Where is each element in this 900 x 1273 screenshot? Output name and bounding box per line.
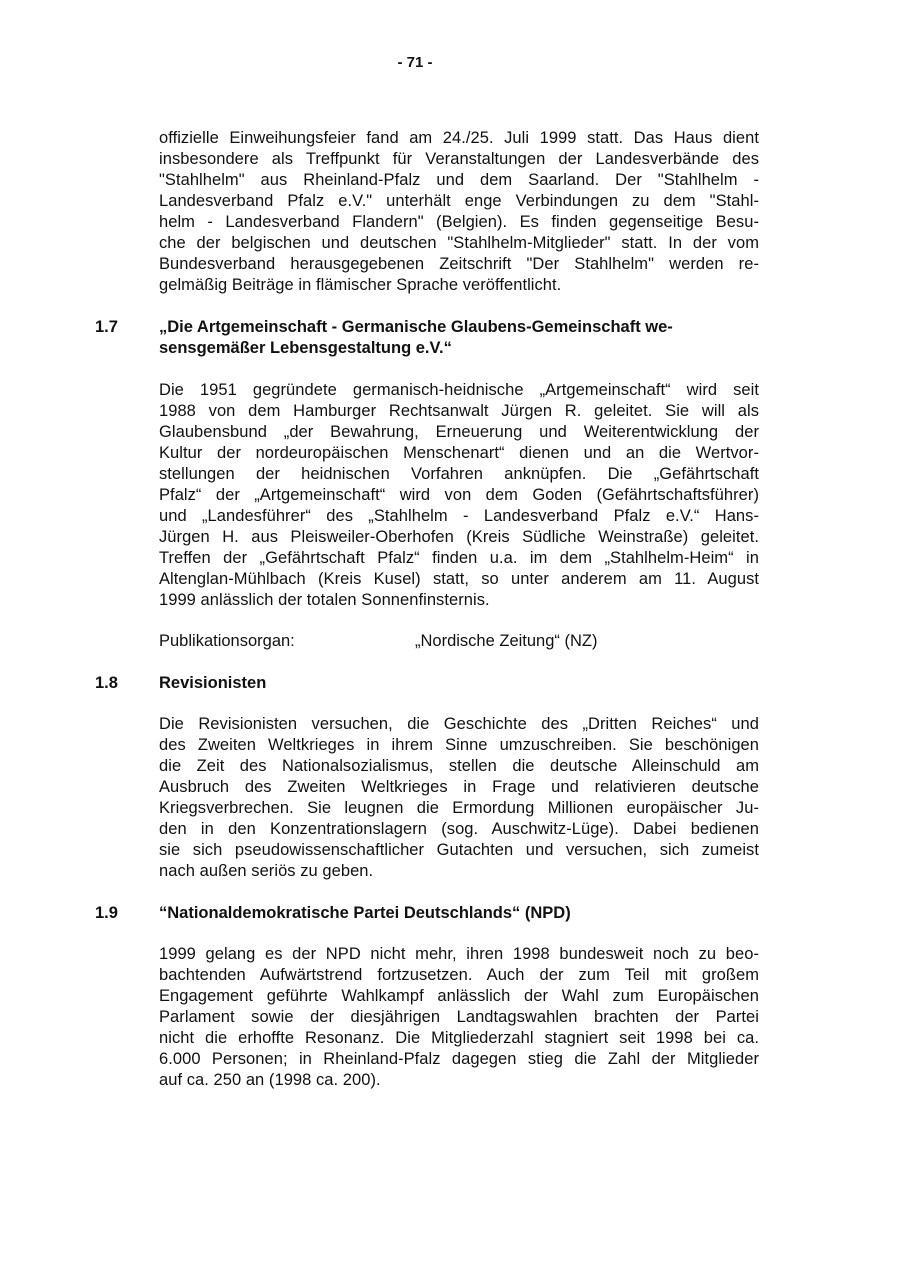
- text-line: Ausbruch des Zweiten Weltkrieges in Frage und relativieren deutsche: [159, 778, 759, 796]
- text-line: bachtenden Aufwärtstrend fortzusetzen. Auch der zum Teil mit großem: [159, 966, 759, 984]
- text-line: Kultur der nordeuropäischen Menschenart“ dienen und an die Wertvor-: [159, 444, 759, 462]
- publication-label: Publikationsorgan:: [159, 632, 295, 650]
- text-line: und „Landesführer“ des „Stahlhelm - Landesverband Pfalz e.V.“ Hans-: [159, 507, 759, 525]
- text-line: 1999 anlässlich der totalen Sonnenfinsternis.: [159, 591, 490, 609]
- section-number: 1.7: [95, 318, 118, 336]
- text-line: Kriegsverbrechen. Sie leugnen die Ermordung Millionen europäischer Ju-: [159, 799, 759, 817]
- text-line: 1999 gelang es der NPD nicht mehr, ihren 1998 bundesweit noch zu beo-: [159, 945, 759, 963]
- section-title: “Nationaldemokratische Partei Deutschlands“ (NPD): [159, 904, 571, 922]
- text-line: Treffen der „Gefährtschaft Pfalz“ finden u.a. im dem „Stahlhelm-Heim“ in: [159, 549, 759, 567]
- text-line: nicht die erhoffte Resonanz. Die Mitgliederzahl stagniert seit 1998 bei ca.: [159, 1029, 759, 1047]
- text-line: stellungen der heidnischen Vorfahren anknüpfen. Die „Gefährtschaft: [159, 465, 759, 483]
- text-line: den in den Konzentrationslagern (sog. Auschwitz-Lüge). Dabei bedienen: [159, 820, 759, 838]
- text-line: Landesverband Pfalz e.V." unterhält enge Verbindungen zu dem "Stahl-: [159, 192, 759, 210]
- section-title: sensgemäßer Lebensgestaltung e.V.“: [159, 339, 452, 357]
- section-title: Revisionisten: [159, 674, 267, 692]
- text-line: Parlament sowie der diesjährigen Landtagswahlen brachten der Partei: [159, 1008, 759, 1026]
- text-line: Die 1951 gegründete germanisch-heidnische „Artgemeinschaft“ wird seit: [159, 381, 759, 399]
- text-line: 6.000 Personen; in Rheinland-Pfalz dagegen stieg die Zahl der Mitglieder: [159, 1050, 759, 1068]
- text-line: gelmäßig Beiträge in flämischer Sprache veröffentlicht.: [159, 276, 562, 294]
- text-line: Bundesverband herausgegebenen Zeitschrift "Der Stahlhelm" werden re-: [159, 255, 759, 273]
- text-line: die Zeit des Nationalsozialismus, stellen die deutsche Alleinschuld am: [159, 757, 759, 775]
- text-line: Glaubensbund „der Bewahrung, Erneuerung und Weiterentwicklung der: [159, 423, 759, 441]
- section-title: „Die Artgemeinschaft - Germanische Glaubens-Gemeinschaft we-: [159, 318, 673, 336]
- text-line: nach außen seriös zu geben.: [159, 862, 374, 880]
- text-line: offizielle Einweihungsfeier fand am 24./25. Juli 1999 statt. Das Haus dient: [159, 129, 759, 147]
- text-line: Pfalz“ der „Artgemeinschaft“ wird von dem Goden (Gefährtschaftsführer): [159, 486, 759, 504]
- text-line: auf ca. 250 an (1998 ca. 200).: [159, 1071, 381, 1089]
- text-line: che der belgischen und deutschen "Stahlhelm-Mitglieder" statt. In der vom: [159, 234, 759, 252]
- text-line: Engagement geführte Wahlkampf anlässlich der Wahl zum Europäischen: [159, 987, 759, 1005]
- section-number: 1.9: [95, 904, 118, 922]
- text-line: 1988 von dem Hamburger Rechtsanwalt Jürgen R. geleitet. Sie will als: [159, 402, 759, 420]
- text-line: sie sich pseudowissenschaftlicher Gutachten und versuchen, sich zumeist: [159, 841, 759, 859]
- text-line: "Stahlhelm" aus Rheinland-Pfalz und dem Saarland. Der "Stahlhelm -: [159, 171, 759, 189]
- page-number: - 71 -: [397, 54, 433, 71]
- text-line: des Zweiten Weltkrieges in ihrem Sinne umzuschreiben. Sie beschönigen: [159, 736, 759, 754]
- text-line: Altenglan-Mühlbach (Kreis Kusel) statt, so unter anderem am 11. August: [159, 570, 759, 588]
- text-line: Die Revisionisten versuchen, die Geschichte des „Dritten Reiches“ und: [159, 715, 759, 733]
- section-number: 1.8: [95, 674, 118, 692]
- text-line: helm - Landesverband Flandern" (Belgien). Es finden gegenseitige Besu-: [159, 213, 759, 231]
- publication-value: „Nordische Zeitung“ (NZ): [415, 632, 598, 650]
- text-line: insbesondere als Treffpunkt für Veranstaltungen der Landesverbände des: [159, 150, 759, 168]
- text-line: Jürgen H. aus Pleisweiler-Oberhofen (Kreis Südliche Weinstraße) geleitet.: [159, 528, 759, 546]
